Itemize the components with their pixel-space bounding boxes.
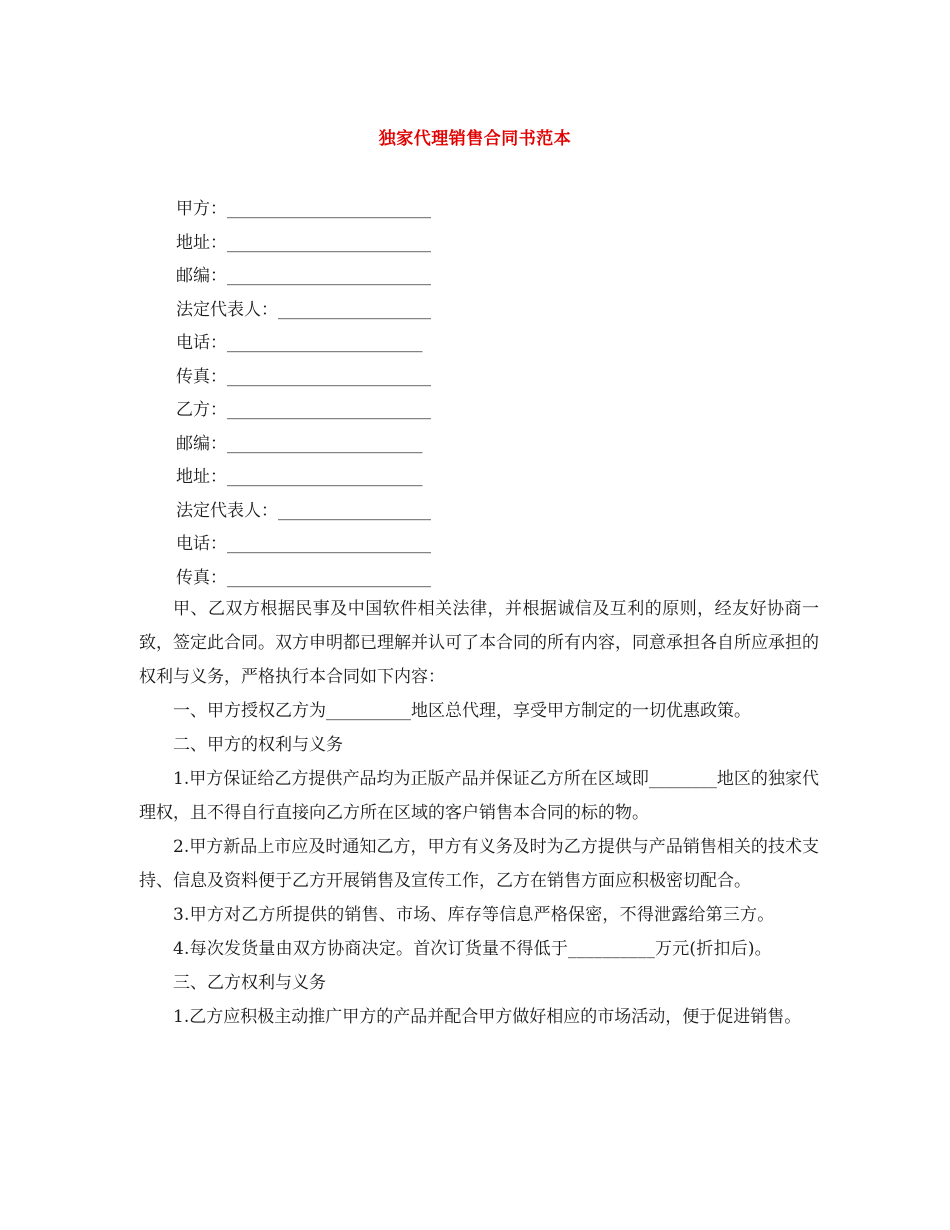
field-label: 法定代表人： [176, 500, 278, 521]
field-blank: __________________ [278, 299, 431, 320]
field-address-a [176, 227, 776, 261]
clause-2-2: 2.甲方新品上市应及时通知乙方，甲方有义务及时为乙方提供与产品销售相关的技术支持、信息及资料便于乙方开展销售及宣传工作，乙方在销售方面应积极密切配合。 [139, 837, 819, 891]
clause-2-3: 3.甲方对乙方所提供的销售、市场、库存等信息严格保密，不得泄露给第三方。 [173, 905, 775, 925]
clause-1-authorization: 一、甲方授权乙方为__________地区总代理，享受甲方制定的一切优惠政策。 [173, 701, 751, 721]
field-postcode-a [176, 260, 776, 294]
field-blank: ________________________ [227, 567, 431, 588]
field-blank: ________________________ [227, 400, 431, 420]
contract-body [139, 592, 819, 1034]
field-party-b [176, 394, 776, 428]
field-blank: ________________________ [227, 534, 431, 554]
field-postcode-b [176, 428, 776, 462]
field-phone-a [176, 327, 776, 361]
section-heading-party-b: 三、乙方权利与义务 [173, 973, 326, 993]
field-fax-b [176, 562, 776, 596]
party-info-fields [176, 193, 776, 595]
field-blank: __________________ [278, 500, 431, 521]
field-label: 电话： [176, 333, 227, 353]
field-blank: _______________________ [227, 433, 423, 454]
section-heading-party-a: 二、甲方的权利与义务 [173, 735, 343, 755]
field-phone-b [176, 528, 776, 562]
field-label: 传真： [176, 567, 227, 588]
field-legal-rep-a [176, 294, 776, 328]
clause-2-1: 1.甲方保证给乙方提供产品均为正版产品并保证乙方所在区域即________地区的独家代理权，且不得自行直接向乙方所在区域的客户销售本合同的标的物。 [139, 769, 819, 823]
preamble-paragraph: 甲、乙双方根据民事及中国软件相关法律，并根据诚信及互利的原则，经友好协商一致，签定此合同。双方申明都已理解并认可了本合同的所有内容，同意承担各自所应承担的权利与义务，严格执行本合同如下内容： [139, 599, 819, 687]
field-blank: _______________________ [227, 333, 423, 353]
field-label: 甲方： [176, 199, 227, 219]
field-address-b [176, 461, 776, 495]
field-label: 乙方： [176, 400, 227, 420]
field-label: 法定代表人： [176, 299, 278, 320]
field-label: 邮编： [176, 433, 227, 454]
field-blank: _______________________ [227, 467, 423, 487]
clause-3-1: 1.乙方应积极主动推广甲方的产品并配合甲方做好相应的市场活动，便于促进销售。 [173, 1007, 802, 1027]
field-label: 传真： [176, 366, 227, 387]
field-label: 邮编： [176, 266, 227, 286]
field-label: 电话： [176, 534, 227, 554]
field-label: 地址： [176, 232, 227, 253]
field-blank: ________________________ [227, 199, 431, 219]
field-legal-rep-b [176, 495, 776, 529]
field-label: 地址： [176, 467, 227, 487]
document-title: 独家代理销售合同书范本 [378, 129, 572, 149]
field-fax-a [176, 361, 776, 395]
field-blank: ________________________ [227, 232, 431, 253]
field-party-a [176, 193, 776, 227]
clause-2-4: 4.每次发货量由双方协商决定。首次订货量不得低于__________万元(折扣后)。 [173, 939, 772, 959]
field-blank: ________________________ [227, 366, 431, 387]
field-blank: ________________________ [227, 266, 431, 286]
